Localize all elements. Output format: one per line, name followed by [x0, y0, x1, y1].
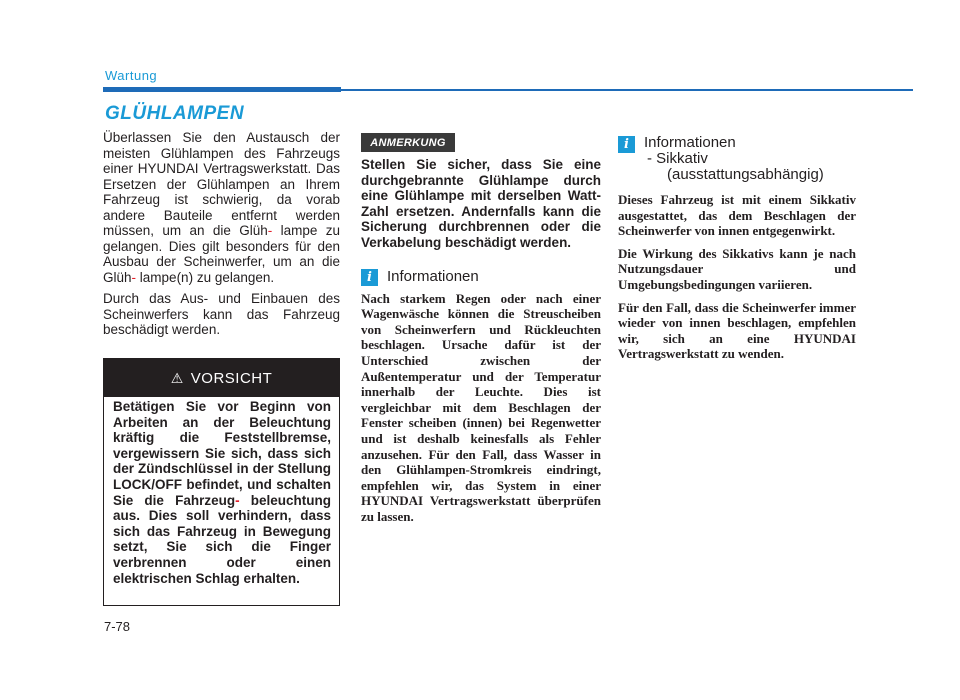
sikkativ-paragraph-3: Für den Fall, dass die Scheinwerfer immer wieder von innen beschlagen, empfehlen wir, sich an eine HYUNDAI Vertragswerkstatt zu wenden.	[618, 299, 856, 362]
warning-box	[103, 358, 340, 606]
intro-paragraph: Überlassen Sie den Austausch der meisten Glühlampen des Fahrzeugs einer HYUNDAI Vertragswerkstatt. Das Ersetzen der Glühlampen an Ihrem Fahrzeug ist schwierig, da vorab andere Bauteile entfernt werden müssen, um an die Glüh- lampe zu gelangen. Dies gilt besonders für den Ausbau der Scheinwerfer, um an die Glüh- lampe(n) zu gelangen.	[103, 130, 340, 285]
info-title-sikkativ: Informationen	[644, 134, 736, 151]
notice-text: Stellen Sie sicher, dass Sie eine durchgebrannte Glühlampe durch eine Glühlampe mit derselben Watt- Zahl ersetzen. Andernfalls kann die Sicherung durchbrennen oder die Verkabelung beschädigt werden.	[361, 157, 601, 250]
warning-label: VORSICHT	[190, 369, 273, 387]
soft-hyphen: -	[131, 269, 137, 285]
info-title: Informationen	[387, 267, 479, 285]
header-rule-thin	[341, 89, 913, 91]
section-label: Wartung	[105, 68, 158, 83]
column-left	[103, 130, 340, 344]
info-heading	[361, 268, 601, 286]
notice-badge: ANMERKUNG	[361, 133, 455, 152]
info-text: Nach starkem Regen oder nach einer Wagenwäsche können die Streuscheiben von Scheinwerfern und Rückleuchten beschlagen. Ursache dafür ist der Unterschied zwischen der Außentemperatur und der Temperatur innerhalb der Leuchte. Dies ist vergleichbar mit dem Beschlagen der Fenster scheiben (innen) bei Regenwetter und ist deshalb keinesfalls als Fehler anzusehen. Für den Fall, dass Wasser in den Glühlampen-Stromkreis eindringt, empfehlen wir, das System in einer HYUNDAI Vertragswerkstatt überprüfen zu lassen.	[361, 290, 601, 524]
info-subtitle: - Sikkativ (ausstattungsabhängig)	[647, 150, 824, 183]
warning-header	[104, 359, 339, 397]
column-middle	[361, 157, 601, 531]
page-number: 7-78	[104, 619, 131, 634]
page-title: GLÜHLAMPEN	[105, 103, 245, 124]
sikkativ-paragraph-2: Die Wirkung des Sikkativs kann je nach Nutzungsdauer und Umgebungsbedingungen variieren.	[618, 245, 856, 292]
header-rule-thick	[103, 87, 341, 92]
info-icon: i	[361, 269, 378, 286]
soft-hyphen: -	[235, 492, 240, 508]
warning-triangle-icon: ⚠	[170, 369, 184, 386]
column-right	[618, 135, 856, 369]
soft-hyphen: -	[267, 223, 273, 238]
warning-text: Betätigen Sie vor Beginn von Arbeiten an der Beleuchtung kräftig die Feststellbremse, vergewissern Sie sich, dass sich der Zündschlüssel in der Stellung LOCK/OFF befindet, und schalten Sie die Fahrzeug- beleuchtung aus. Dies soll verhindern, dass sich das Fahrzeug in Bewegung setzt, Sie sich die Finger verbrennen oder einen elektrischen Schlag erhalten.	[113, 399, 331, 586]
info-icon: i	[618, 136, 635, 153]
damage-paragraph: Durch das Aus- und Einbauen des Scheinwerfers kann das Fahrzeug beschädigt werden.	[103, 291, 340, 337]
sikkativ-paragraph-1: Dieses Fahrzeug ist mit einem Sikkativ ausgestattet, das dem Beschlagen der Scheinwerfer von innen entgegenwirkt.	[618, 192, 856, 239]
